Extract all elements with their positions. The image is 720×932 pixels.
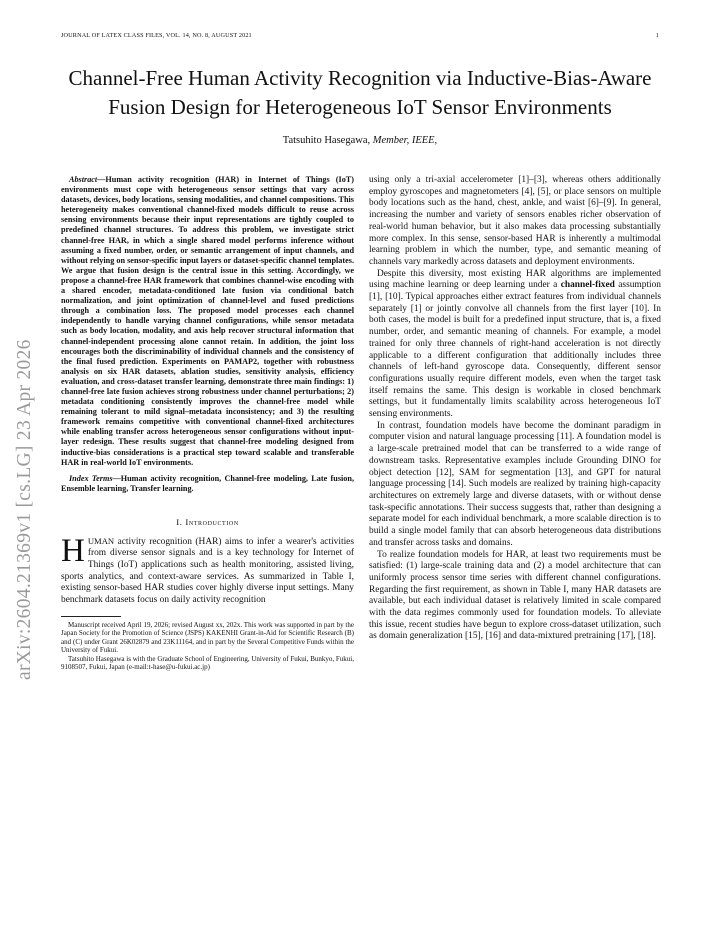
page-number: 1 <box>655 32 659 39</box>
journal-header: JOURNAL OF LATEX CLASS FILES, VOL. 14, NO. 8, AUGUST 2021 <box>61 32 252 39</box>
abstract-label: Abstract <box>69 175 98 184</box>
index-terms <box>61 474 354 494</box>
paper-title <box>40 64 680 122</box>
body-paragraph-2-start: Despite this diversity, most existing HAR algorithms are implemented using machine learning or deep learning under a <box>369 268 661 291</box>
right-column <box>369 175 661 643</box>
arxiv-stamp: arXiv:2604.21369v1 [cs.LG] 23 Apr 2026 <box>14 339 35 680</box>
author-line <box>0 135 720 146</box>
body-paragraph-4: To realize foundation models for HAR, at least two requirements must be satisfied: (1) large-scale training data and (2) a model architecture that can uniformly process sensor time series with different channel configurations. Regarding the first requirement, as shown in Table I, many HAR datasets are available, but each individual dataset is relatively limited in scale compared with the data regimes commonly used for foundation models. To alleviate this issue, recent studies have begun to explore cross-dataset utilization, such as domain generalization [15], [16] and data-mixtured pretraining [17], [18]. <box>369 549 661 642</box>
author-name: Tatsuhito Hasegawa, <box>282 135 373 146</box>
drop-cap: H <box>61 532 85 569</box>
title-line-1: Channel-Free Human Activity Recognition via Inductive-Bias-Aware <box>68 66 652 90</box>
abstract-text: —Human activity recognition (HAR) in Internet of Things (IoT) environments must cope with heterogeneous sensor settings that vary across datasets, devices, body locations, sensing modalities, and channel compositions. This heterogeneity makes conventional channel-fixed models difficult to reuse across sensing environments because their input representations are tightly coupled to predefined channel structures. To address this problem, we investigate strict channel-free HAR, in which a single shared model performs inference without assuming a fixed number, order, or semantic arrangement of input channels, and without relying on sensor-specific input layers or dataset-specific channel templates. We argue that fusion design is the central issue in this setting. Accordingly, we propose a channel-free HAR framework that combines channel-wise encoding with a shared encoder, metadata-conditioned late fusion via conditional batch normalization, and joint optimization of channel-level and fused predictions through a combination loss. The proposed model processes each channel independently to handle varying channel configurations, while sensor metadata such as body location, modality, and axis help recover structural information that channel-independent processing alone cannot retain. In addition, the joint loss encourages both the discriminability of individual channels and the consistency of the final fused prediction. Experiments on PAMAP2, together with robustness analysis on six HAR datasets, ablation studies, sensitivity analysis, efficiency evaluation, and cross-dataset transfer learning, demonstrate three main findings: 1) channel-free late fusion achieves strong robustness under channel perturbations; 2) metadata conditioning consistently improves the channel-free model while remaining tolerant to mild signal–metadata inconsistency; and 3) the resulting framework remains competitive with conventional channel-fixed architectures while enabling transfer across heterogeneous sensor configurations without input-layer redesign. These results suggest that channel-free modeling designed from inductive-bias considerations is a practical step toward scalable and transferable HAR in real-world IoT environments. <box>61 175 354 467</box>
intro-paragraph-text: activity recognition (HAR) aims to infer a wearer's activities from diverse sensor signals and is a key technology for Internet of Things (IoT) applications such as health monitoring, assisted living, sports analytics, and context-aware services. As summarized in Table I, existing sensor-based HAR studies cover highly diverse input settings. Many benchmark datasets focus on daily activity recognition <box>61 536 354 606</box>
author-membership: Member, IEEE, <box>372 135 438 146</box>
footnote-divider <box>61 616 121 617</box>
section-heading-introduction: I. Introduction <box>176 516 239 527</box>
running-head <box>61 32 659 39</box>
title-line-2: Fusion Design for Heterogeneous IoT Sensor Environments <box>108 95 612 119</box>
keyword-channel-fixed: channel-fixed <box>560 280 615 291</box>
body-paragraph-1: using only a tri-axial accelerometer [1]–[3], whereas others additionally employ gyroscopes and magnetometers [4], [5], or place sensors on multiple body locations such as the hand, chest, ankle, and waist [6]–[9]. In general, increasing the number and variety of sensors enables richer observation of real-world human behavior, but it also makes data processing substantially more complex. In this sense, sensor-based HAR is inherently a multimodal learning problem in which the number, type, and semantic meaning of channels vary markedly across datasets and deployment environments. <box>369 175 661 267</box>
body-paragraph-2 <box>369 269 661 421</box>
left-column <box>61 175 354 672</box>
abstract <box>61 175 354 468</box>
body-paragraph-3: In contrast, foundation models have become the dominant paradigm in computer vision and natural language processing [11]. A foundation model is a large-scale pretrained model that can be transferred to a wide range of downstream tasks. Representative examples include Grounding DINO for object detection [12], SAM for segmentation [13], and GPT for natural language processing [14]. Such models are realized by training high-capacity architectures on extremely large and diverse datasets, with or without dense task-specific annotations. Their success suggests that, rather than designing a separate model for each individual benchmark, a more scalable direction is to build a single model family that can absorb heterogeneous data distributions and transfer across tasks and domains. <box>369 420 661 548</box>
index-terms-text: —Human activity recognition, Channel-free modeling, Late fusion, Ensemble learning, Transfer learning. <box>61 473 354 493</box>
body-paragraph-2-end: assumption [1], [10]. Typical approaches either extract features from individual channels separately [1] or jointly convolve all channels from the first layer [10]. In both cases, the model is built for a predefined input structure, that is, a fixed number, order, and semantic meaning of channels. For example, a model trained for only three channels of right-hand acceleration is not directly applicable to a different configuration that additionally includes three channels of left-hand gyroscope data. Consequently, different sensor configurations usually require different models, even when the target task itself remains the same. This design is workable in closed benchmark settings, but it fundamentally limits scalability across heterogeneous IoT sensing environments. <box>369 280 661 420</box>
intro-paragraph-1 <box>61 532 354 607</box>
index-terms-label: Index Terms <box>69 473 113 483</box>
footnote-received: Manuscript received April 19, 2026; revised August xx, 202x. This work was supported in part by the Japan Society for the Promotion of Science (JSPS) KAKENHI Grant-in-Aid for Scientific Research (B) and (C) under Grant 26K02879 and 23K11164, and in part by the Several Competitive Funds within the University of Fukui. <box>61 620 354 655</box>
lead-word: UMAN <box>87 535 115 546</box>
footnote-affiliation: Tatsuhito Hasegawa is with the Graduate School of Engineering, University of Fukui, Bunkyo, Fukui, 9108507, Fukui, Japan (e-mail:t-hase@u-fukui.ac.jp) <box>61 654 354 672</box>
